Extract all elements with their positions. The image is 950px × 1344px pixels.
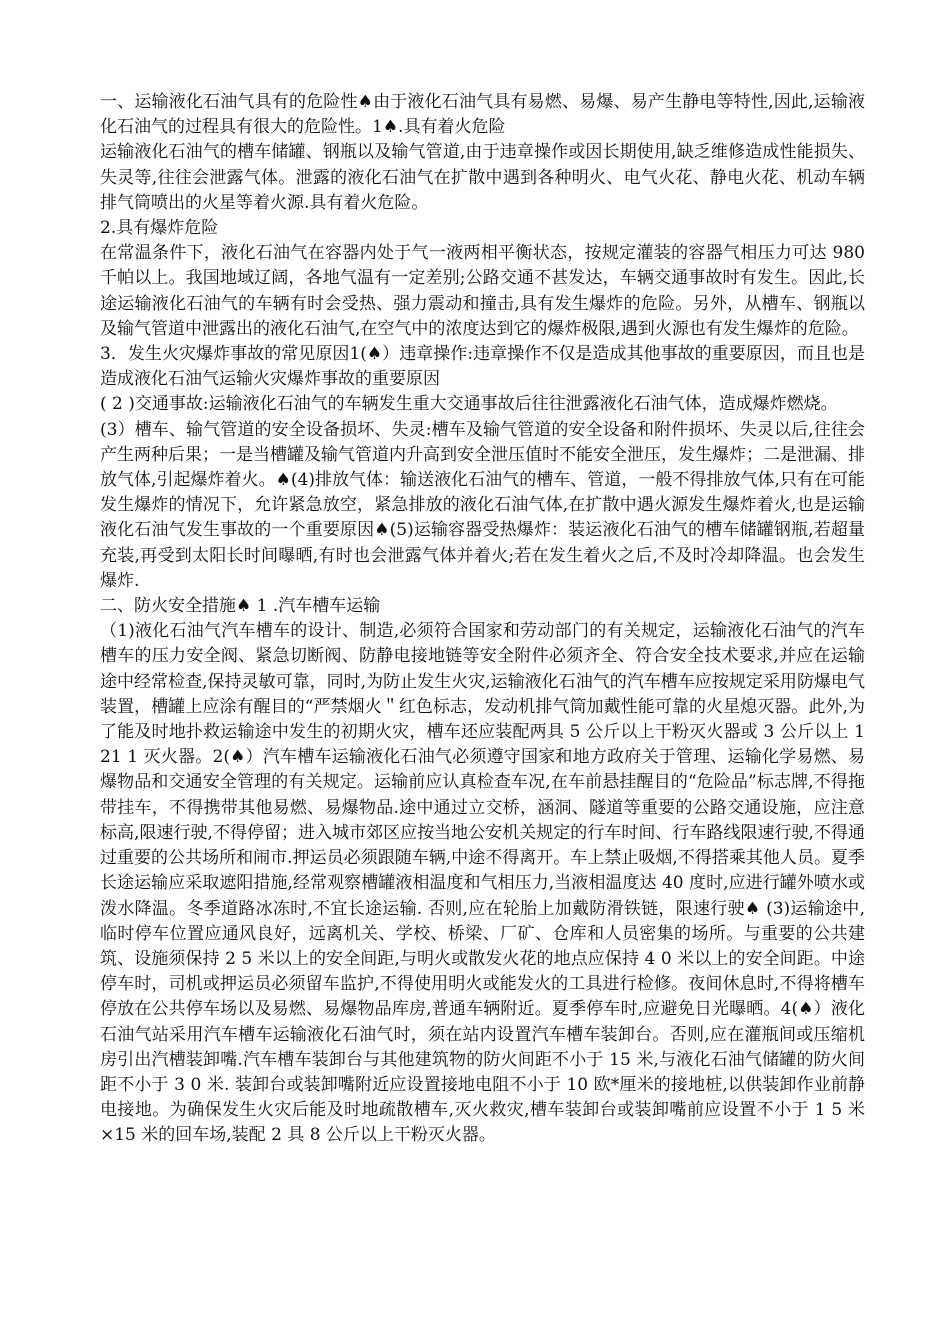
paragraph-hazard-intro: 一、运输液化石油气具有的危险性♠由于液化石油气具有易燃、易爆、易产生静电等特性,因此,运输液化石油气的过程具有很大的危险性。1♠.具有着火危险	[100, 92, 865, 138]
heading-fire-safety-measures: 二、防火安全措施♠ 1 .汽车槽车运输	[100, 596, 381, 617]
paragraph-common-causes: 3．发生火灾爆炸事故的常见原因1(♠）违章操作:违章操作不仅是造成其他事故的重要原因，而且也是造成液化石油气运输火灾爆炸事故的重要原因	[100, 344, 865, 390]
document-body	[100, 90, 865, 1149]
paragraph-traffic-accident: ( 2 )交通事故:运输液化石油气的车辆发生重大交通事故后往往泄露液化石油气体，造成爆炸燃烧。	[100, 394, 838, 415]
heading-explosion-hazard: 2.具有爆炸危险	[100, 218, 219, 239]
paragraph-equipment-failure: (3）槽车、输气管道的安全设备损坏、失灵:槽车及输气管道的安全设备和附件损坏、失灵以后,往往会产生两种后果；一是当槽罐及输气管道内升高到安全泄压值时不能安全泄压，发生爆炸；二是泄漏、排放气体,引起爆炸着火。♠(4)排放气体：输送液化石油气的槽车、管道，一般不得排放气体,只有在可能发生爆炸的情况下，允许紧急放空，紧急排放的液化石油气体,在扩散中遇火源发生爆炸着火,也是运输液化石油气发生事故的一个重要原因♠(5)运输容器受热爆炸：装运液化石油气的槽车储罐钢瓶,若超量充装,再受到太阳长时间曝晒,有时也会泄露气体并着火;若在发生着火之后,不及时冷却降温。也会发生爆炸.	[100, 419, 865, 591]
paragraph-explosion-hazard: 在常温条件下，液化石油气在容器内处于气一液两相平衡状态，按规定灌装的容器气相压力可达 980 千帕以上。我国地域辽阔，各地气温有一定差别;公路交通不甚发达，车辆交通事故时有发生。因此,长途运输液化石油气的车辆有时会受热、强力震动和撞击,具有发生爆炸的危险。另外，从槽车、钢瓶以及输气管道中泄露出的液化石油气,在空气中的浓度达到它的爆炸极限,遇到火源也有发生爆炸的危险。	[100, 243, 865, 339]
paragraph-fire-hazard: 运输液化石油气的槽车储罐、钢瓶以及输气管道,由于违章操作或因长期使用,缺乏维修造成性能损失、失灵等,往往会泄露气体。泄露的液化石油气在扩散中遇到各种明火、电气火花、静电火花、机动车辆排气筒喷出的火星等着火源.具有着火危险。	[100, 142, 865, 213]
paragraph-tanker-transport: （1)液化石油气汽车槽车的设计、制造,必须符合国家和劳动部门的有关规定，运输液化石油气的汽车槽车的压力安全阀、紧急切断阀、防静电接地链等安全附件必须齐全、符合安全技术要求,并应在运输途中经常检查,保持灵敏可靠，同时,为防止发生火灾,运输液化石油气的汽车槽车应按规定采用防爆电气装置，槽罐上应涂有醒目的“严禁烟火＂红色标志，发动机排气筒加戴性能可靠的火星熄灭器。此外,为了能及时地扑救运输途中发生的初期火灾，槽车还应装配两具 5 公斤以上干粉灭火器或 3 公斤以上 1 21 1 灭火器。2(♠）汽车槽车运输液化石油气必须遵守国家和地方政府关于管理、运输化学易燃、易爆物品和交通安全管理的有关规定。运输前应认真检查车况,在车前悬挂醒目的“危险品”标志牌,不得拖带挂车，不得携带其他易燃、易爆物品.途中通过立交桥，涵洞、隧道等重要的公路交通设施，应注意标高,限速行驶,不得停留；进入城市郊区应按当地公安机关规定的行车时间、行车路线限速行驶,不得通过重要的公共场所和闹市.押运员必须跟随车辆,中途不得离开。车上禁止吸烟,不得搭乘其他人员。夏季长途运输应采取遮阳措施,经常观察槽罐液相温度和气相压力,当液相温度达 40 度时,应进行罐外喷水或泼水降温。冬季道路冰冻时,不宜长途运输. 否则,应在轮胎上加戴防滑铁链，限速行驶♠ (3)运输途中,临时停车位置应通风良好，远离机关、学校、桥梁、厂矿、仓库和人员密集的场所。与重要的公共建筑、设施须保持 2 5 米以上的安全间距,与明火或散发火花的地点应保持 4 0 米以上的安全间距。中途停车时，司机或押运员必须留车监护,不得使用明火或能发火的工具进行检修。夜间休息时,不得将槽车停放在公共停车场以及易燃、易爆物品库房,普通车辆附近。夏季停车时,应避免日光曝晒。4(♠）液化石油气站采用汽车槽车运输液化石油气时，须在站内设置汽车槽车装卸台。否则,应在灌瓶间或压缩机房引出汽槽装卸嘴.汽车槽车装卸台与其他建筑物的防火间距不小于 15 米,与液化石油气储罐的防火间距不小于 3 0 米. 装卸台或装卸嘴附近应设置接地电阻不小于 10 欧*厘米的接地桩,以供装卸作业前静电接地。为确保发生火灾后能及时地疏散槽车,灭火救灾,槽车装卸台或装卸嘴前应设置不小于 1 5 米×15 米的回车场,装配 2 具 8 公斤以上干粉灭火器。	[100, 621, 865, 1146]
